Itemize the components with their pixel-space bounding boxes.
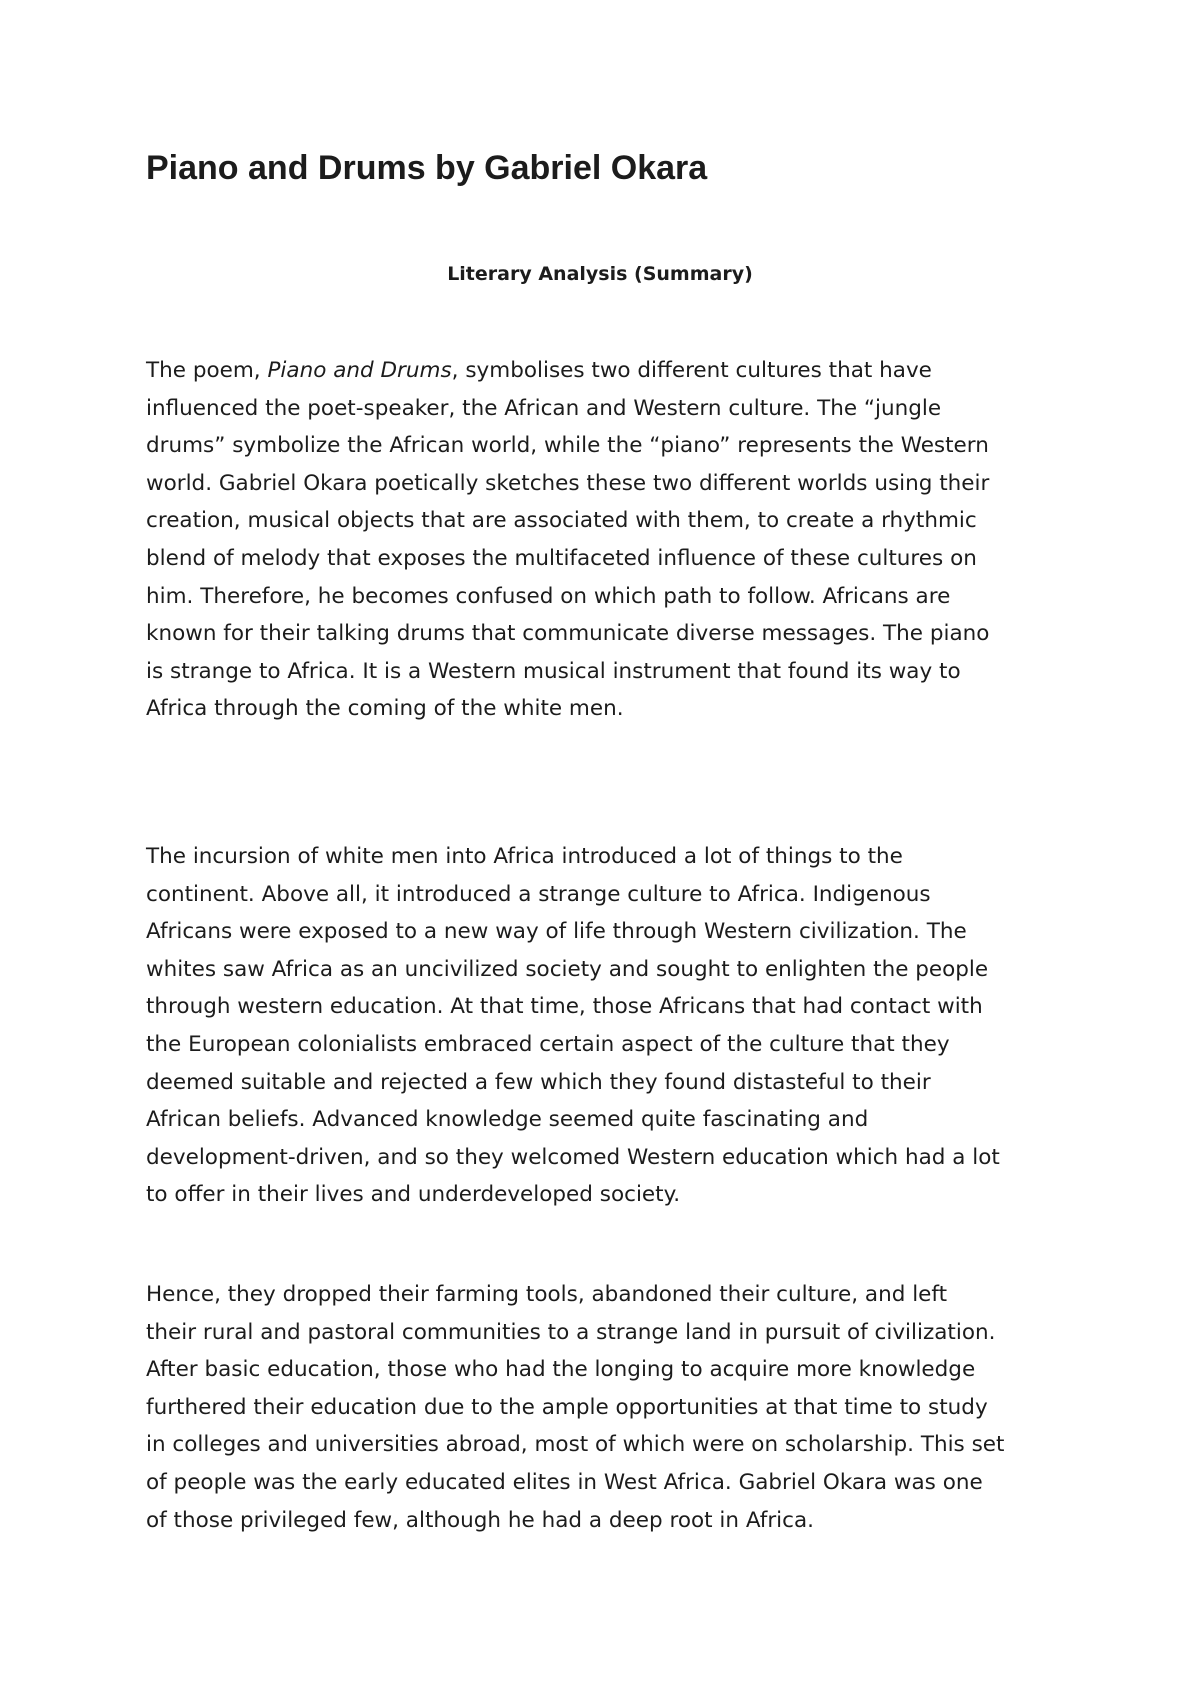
paragraph-line: him. Therefore, he becomes confused on which path to follow. Africans are	[146, 583, 951, 609]
paragraph-line: world. Gabriel Okara poetically sketches these two different worlds using their	[146, 470, 990, 496]
paragraph-line: influenced the poet-speaker, the African and Western culture. The “jungle	[146, 395, 942, 421]
paragraph-line: known for their talking drums that communicate diverse messages. The piano	[146, 621, 990, 647]
paragraph-1-line-1	[146, 352, 1066, 390]
paragraph-line: of those privileged few, although he had a deep root in Africa.	[146, 1507, 814, 1533]
paragraph-line: continent. Above all, it introduced a strange culture to Africa. Indigenous	[146, 881, 931, 907]
paragraph-line: blend of melody that exposes the multifaceted influence of these cultures on	[146, 545, 977, 571]
document-title: Piano and Drums by Gabriel Okara	[146, 149, 708, 187]
paragraph-line: in colleges and universities abroad, most of which were on scholarship. This set	[146, 1432, 1005, 1458]
paragraph-line: The incursion of white men into Africa introduced a lot of things to the	[146, 844, 903, 869]
paragraph-line: development-driven, and so they welcomed Western education which had a lot	[146, 1144, 1000, 1170]
paragraph-1-line-1-after: , symbolises two different cultures that have	[451, 358, 932, 383]
paragraph-line: through western education. At that time, those Africans that had contact with	[146, 994, 983, 1020]
document-subtitle: Literary Analysis (Summary)	[447, 263, 753, 285]
paragraph-line: deemed suitable and rejected a few which they found distasteful to their	[146, 1069, 931, 1095]
paragraph-1	[146, 352, 1066, 728]
paragraph-line: to offer in their lives and underdeveloped society.	[146, 1182, 681, 1208]
paragraph-line: Africans were exposed to a new way of life through Western civilization. The	[146, 919, 967, 945]
paragraph-line: is strange to Africa. It is a Western musical instrument that found its way to	[146, 658, 961, 684]
paragraph-line: furthered their education due to the ample opportunities at that time to study	[146, 1394, 988, 1420]
paragraph-line: the European colonialists embraced certain aspect of the culture that they	[146, 1031, 950, 1057]
paragraph-2	[146, 838, 1066, 1214]
paragraph-line: After basic education, those who had the longing to acquire more knowledge	[146, 1357, 976, 1383]
paragraph-line: Hence, they dropped their farming tools, abandoned their culture, and left	[146, 1282, 948, 1307]
paragraph-1-line-1-before: The poem,	[146, 358, 268, 383]
paragraph-line: Africa through the coming of the white men.	[146, 696, 624, 722]
paragraph-line: creation, musical objects that are associated with them, to create a rhythmic	[146, 508, 977, 534]
paragraph-line: their rural and pastoral communities to a strange land in pursuit of civilization.	[146, 1319, 996, 1345]
poem-title-italic: Piano and Drums	[267, 358, 452, 383]
paragraph-line: whites saw Africa as an uncivilized society and sought to enlighten the people	[146, 956, 989, 982]
paragraph-line: drums” symbolize the African world, while the “piano” represents the Western	[146, 433, 989, 459]
paragraph-3	[146, 1276, 1066, 1539]
paragraph-line: of people was the early educated elites in West Africa. Gabriel Okara was one	[146, 1469, 983, 1495]
paragraph-line: African beliefs. Advanced knowledge seemed quite fascinating and	[146, 1107, 869, 1133]
